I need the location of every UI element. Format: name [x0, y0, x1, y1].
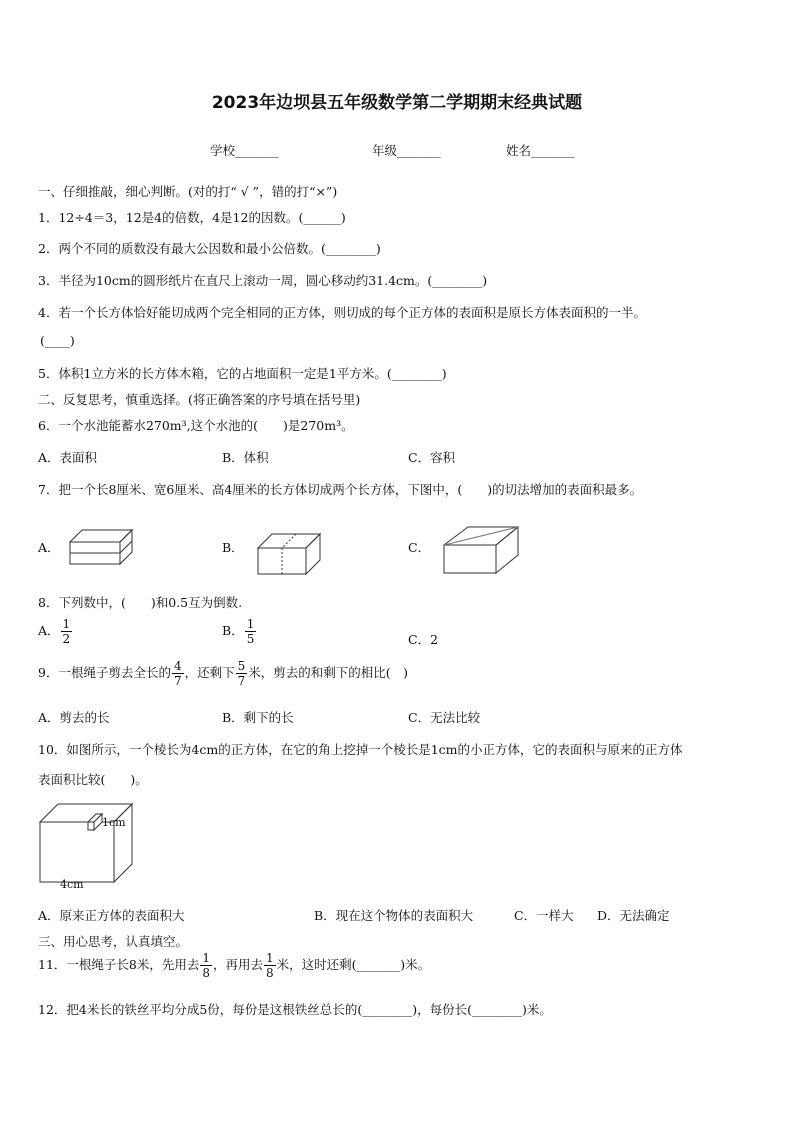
q11-text-2: ，再用去 — [213, 957, 264, 972]
question-5: 5．体积1立方米的长方体木箱，它的占地面积一定是1平方米。(________) — [38, 366, 447, 381]
q10-option-a: A．原来正方体的表面积大 — [38, 908, 185, 923]
section-1-heading: 一、仔细推敲，细心判断。(对的打“ √ ”，错的打“×”) — [38, 184, 338, 199]
q7-option-c: C． — [408, 540, 431, 555]
q11-text-3: 米，这时还剩(_______)米。 — [276, 957, 431, 972]
question-3: 3．半径为10cm的圆形纸片在直尺上滚动一周，圆心移动约31.4cm。(________) — [38, 273, 488, 288]
denominator: 5 — [246, 632, 255, 646]
q8-option-b-fraction — [245, 618, 257, 645]
q9-fraction-1 — [172, 660, 184, 687]
q9-text-2: ，还剩下 — [184, 665, 235, 680]
q7-figure-b — [258, 534, 324, 576]
q8-option-a-label: A． — [38, 623, 60, 638]
q10-big-label: 4cm — [60, 878, 84, 891]
q7-option-b: B． — [222, 540, 244, 555]
q6-option-b: B．体积 — [222, 450, 269, 465]
q10-option-c: C．一样大 — [514, 908, 574, 923]
q9-option-a: A．剪去的长 — [38, 710, 110, 725]
question-7: 7．把一个长8厘米、宽6厘米、高4厘米的长方体切成两个长方体，下图中，( )的切法增加的表面积最多。 — [38, 482, 643, 497]
denominator: 2 — [62, 632, 71, 646]
question-1: 1．12÷4＝3，12是4的倍数，4是12的因数。(______) — [38, 210, 346, 225]
q9-text-1: 9．一根绳子剪去全长的 — [38, 665, 171, 680]
q9-option-b: B．剩下的长 — [222, 710, 294, 725]
q9-option-c: C．无法比较 — [408, 710, 481, 725]
q6-option-a: A．表面积 — [38, 450, 98, 465]
numerator: 1 — [202, 951, 210, 965]
question-8: 8．下列数中，( )和0.5互为倒数. — [38, 595, 243, 610]
q8-option-a-fraction — [61, 618, 73, 645]
q10-small-label: 1cm — [102, 816, 126, 829]
q10-option-d: D．无法确定 — [597, 908, 670, 923]
question-11 — [38, 952, 430, 979]
denominator: 8 — [266, 966, 274, 980]
numerator: 1 — [246, 617, 255, 631]
grade-field[interactable]: 年级_______ — [372, 143, 441, 158]
question-4: 4．若一个长方体恰好能切成两个完全相同的正方体，则切成的每个正方体的表面积是原长方体表面积的一半。 — [38, 305, 646, 320]
q9-text-3: 米，剪去的和剩下的相比( ) — [248, 665, 409, 680]
denominator: 7 — [237, 674, 246, 688]
question-10-cont: 表面积比较( )。 — [38, 772, 148, 787]
q7-figure-a — [70, 530, 136, 570]
q11-fraction-2 — [264, 952, 276, 979]
q10-option-b: B．现在这个物体的表面积大 — [314, 908, 474, 923]
numerator: 1 — [266, 951, 274, 965]
school-field[interactable]: 学校_______ — [210, 143, 279, 158]
page-title: 2023年边坝县五年级数学第二学期期末经典试题 — [211, 93, 583, 113]
numerator: 4 — [173, 659, 182, 673]
question-12: 12．把4米长的铁丝平均分成5份，每份是这根铁丝总长的(________)，每份长(________)米。 — [38, 1002, 552, 1017]
q9-fraction-2 — [236, 660, 248, 687]
denominator: 8 — [202, 966, 210, 980]
question-6: 6．一个水池能蓄水270m³,这个水池的( )是270m³。 — [38, 418, 354, 433]
section-2-heading: 二、反复思考，慎重选择。(将正确答案的序号填在括号里) — [38, 392, 361, 407]
name-field[interactable]: 姓名_______ — [506, 143, 575, 158]
q7-option-a: A． — [38, 540, 60, 555]
question-10: 10．如图所示，一个棱长为4cm的正方体，在它的角上挖掉一个棱长是1cm的小正方体，它的表面积与原来的正方体 — [38, 742, 683, 757]
question-2: 2．两个不同的质数没有最大公因数和最小公倍数。(________) — [38, 241, 381, 256]
section-3-heading: 三、用心思考，认真填空。 — [38, 934, 189, 949]
q11-fraction-1 — [200, 952, 212, 979]
question-9 — [38, 660, 408, 687]
q8-option-b-label: B． — [222, 623, 244, 638]
q8-option-c: C．2 — [408, 632, 439, 647]
q10-cube-figure — [38, 802, 138, 888]
numerator: 1 — [62, 617, 71, 631]
q6-option-c: C．容积 — [408, 450, 456, 465]
q7-figure-c — [444, 527, 520, 575]
q8-option-b — [222, 618, 257, 645]
q8-option-a — [38, 618, 73, 645]
question-4-blank: (____) — [40, 333, 75, 348]
denominator: 7 — [173, 674, 182, 688]
q11-text-1: 11．一根绳子长8米，先用去 — [38, 957, 200, 972]
numerator: 5 — [237, 659, 246, 673]
